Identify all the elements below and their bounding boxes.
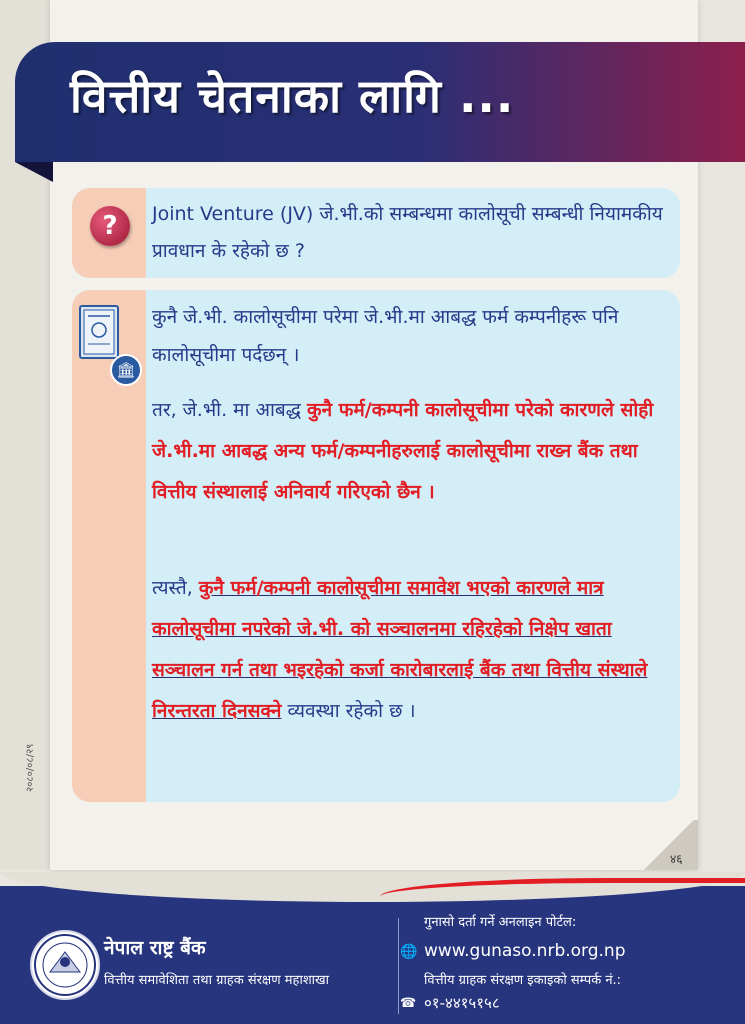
paragraph-3-suffix: व्यवस्था रहेको छ । (281, 700, 416, 722)
question-strip (72, 188, 146, 278)
paragraph-3-highlight: कुनै फर्म/कम्पनी कालोसूचीमा समावेश भएको कारणले मात्र कालोसूचीमा नपरेको जे.भी. को सञ्चालनमा रहिरहेको निक्षेप खाता सञ्चालन गर्न तथा भइरहेको कर्जा कारोबारलाई बैंक तथा वित्तीय संस्थाले निरन्तरता दिनसक्ने (152, 577, 648, 722)
portal-label: गुनासो दर्ता गर्ने अनलाइन पोर्टल: (424, 915, 577, 930)
website-link[interactable]: www.gunaso.nrb.org.np (424, 941, 626, 961)
paragraph-2-highlight: कुनै फर्म/कम्पनी कालोसूचीमा परेको कारणले सोही जे.भी.मा आबद्ध अन्य फर्म/कम्पनीहरुलाई कालोसूचीमा राख्न बैंक तथा वित्तीय संस्थालाई अनिवार्य गरिएको छैन । (152, 399, 654, 503)
contact-label: वित्तीय ग्राहक संरक्षण इकाइको सम्पर्क नं.: (424, 973, 622, 988)
footer-divider (398, 918, 399, 1014)
page-curl (640, 820, 698, 870)
page-title: वित्तीय चेतनाका लागि ... (70, 69, 515, 123)
question-mark-icon: ? (90, 206, 130, 246)
bank-building-icon: 🏛 (110, 354, 142, 386)
page-number: ४६ (670, 852, 683, 866)
paragraph-2-prefix: तर, जे.भी. मा आबद्ध (152, 399, 307, 421)
question-card (72, 188, 680, 278)
division-name: वित्तीय समावेशिता तथा ग्राहक संरक्षण महाशाखा (104, 973, 330, 988)
answer-paragraph-3 (152, 568, 668, 732)
question-text: Joint Venture (JV) जे.भी.को सम्बन्धमा कालोसूची सम्बन्धी नियामकीय प्रावधान के रहेको छ ? (152, 203, 663, 262)
phone-icon: ☎ (400, 996, 417, 1011)
date-stamp: २०८०/०८/२९ (25, 743, 36, 792)
phone-number: ०१-४४१५१५८ (424, 994, 500, 1012)
answer-card (72, 290, 680, 802)
answer-strip (72, 290, 146, 802)
book-icon (78, 304, 122, 362)
answer-paragraph-2 (152, 390, 668, 513)
globe-icon: 🌐 (400, 944, 418, 960)
bank-name: नेपाल राष्ट्र बैंक (104, 937, 206, 959)
paragraph-3-prefix: त्यस्तै, (152, 577, 199, 599)
answer-paragraph-1: कुनै जे.भी. कालोसूचीमा परेमा जे.भी.मा आबद्ध फर्म कम्पनीहरू पनि कालोसूचीमा पर्दछन् । (152, 306, 619, 366)
nrb-seal-logo (30, 930, 100, 1000)
